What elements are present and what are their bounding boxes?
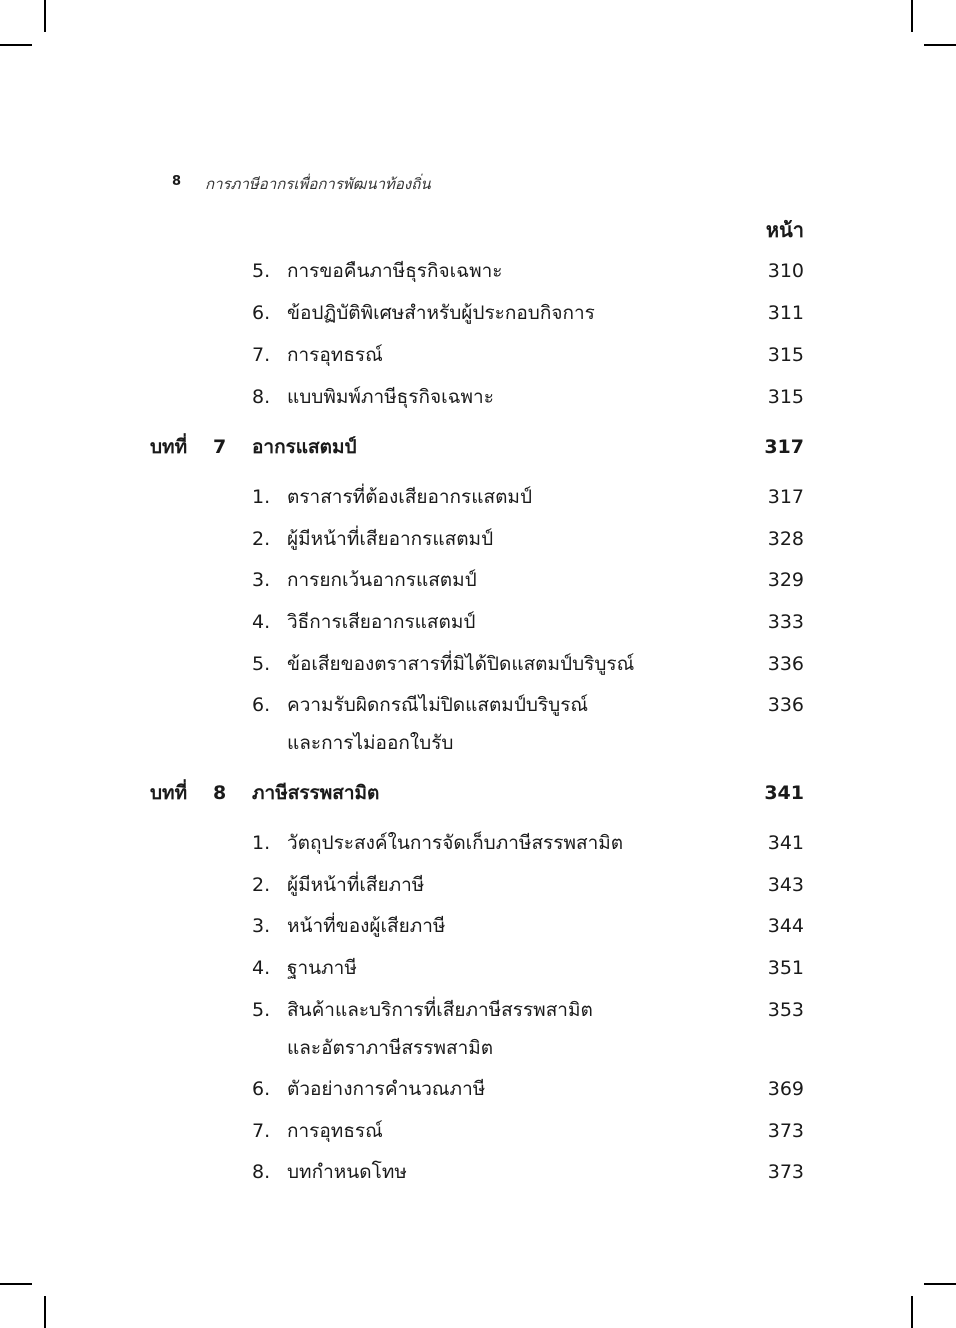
entry-title: ตราสารที่ต้องเสียอากรแสตมป์ (287, 486, 533, 508)
entry-title: การยกเว้นอากรแสตมป์ (287, 569, 477, 591)
page-column-heading: หน้า (765, 218, 804, 242)
toc-entry[interactable] (0, 954, 956, 982)
entry-title: การขอคืนภาษีธุรกิจเฉพาะ (287, 260, 503, 282)
toc-chapter[interactable] (0, 433, 956, 461)
entry-title: วัตถุประสงค์ในการจัดเก็บภาษีสรรพสามิต (287, 832, 624, 854)
toc-entry[interactable] (0, 257, 956, 285)
entry-title: สินค้าและบริการที่เสียภาษีสรรพสามิต (287, 999, 593, 1021)
entry-title: ผู้มีหน้าที่เสียอากรแสตมป์ (287, 528, 494, 550)
chapter-page: 341 (764, 782, 804, 804)
crop-mark-bottom-right (911, 1296, 913, 1328)
entry-title: แบบพิมพ์ภาษีธุรกิจเฉพาะ (287, 386, 494, 408)
entry-number: 3. (252, 569, 271, 591)
entry-number: 3. (252, 915, 271, 937)
entry-number: 2. (252, 874, 271, 896)
entry-title: ข้อปฏิบัติพิเศษสำหรับผู้ประกอบกิจการ (287, 302, 595, 324)
entry-page: 336 (767, 694, 804, 716)
chapter-page: 317 (764, 436, 804, 458)
entry-page: 315 (767, 344, 804, 366)
crop-mark-top-right (924, 44, 956, 46)
entry-number: 6. (252, 302, 271, 324)
chapter-label: บทที่ (150, 782, 188, 804)
entry-page: 315 (767, 386, 804, 408)
toc-entry[interactable] (0, 483, 956, 511)
toc-chapter[interactable] (0, 779, 956, 807)
entry-title-line2: และอัตราภาษีสรรพสามิต (287, 1037, 494, 1059)
toc-entry[interactable] (0, 1158, 956, 1186)
entry-title: ตัวอย่างการคำนวณภาษี (287, 1078, 486, 1100)
entry-number: 7. (252, 1120, 271, 1142)
entry-page: 353 (767, 999, 804, 1021)
chapter-title: ภาษีสรรพสามิต (252, 782, 380, 804)
crop-mark-bottom-right (924, 1283, 956, 1285)
toc-entry-continuation (0, 1034, 956, 1062)
entry-number: 6. (252, 694, 271, 716)
toc-entry[interactable] (0, 1117, 956, 1145)
crop-mark-top-left (44, 0, 46, 32)
toc-entry[interactable] (0, 299, 956, 327)
entry-page: 328 (767, 528, 804, 550)
entry-title: ความรับผิดกรณีไม่ปิดแสตมป์บริบูรณ์ (287, 694, 589, 716)
entry-number: 6. (252, 1078, 271, 1100)
entry-number: 5. (252, 260, 271, 282)
chapter-label: บทที่ (150, 436, 188, 458)
entry-title: บทกำหนดโทษ (287, 1161, 407, 1183)
entry-number: 5. (252, 653, 271, 675)
entry-page: 333 (767, 611, 804, 633)
crop-mark-top-right (911, 0, 913, 32)
toc-entry[interactable] (0, 912, 956, 940)
entry-page: 369 (767, 1078, 804, 1100)
entry-title: ฐานภาษี (287, 957, 357, 979)
chapter-title: อากรแสตมป์ (252, 436, 357, 458)
entry-page: 311 (767, 302, 804, 324)
entry-number: 4. (252, 957, 271, 979)
toc-entry[interactable] (0, 341, 956, 369)
entry-title: หน้าที่ของผู้เสียภาษี (287, 915, 446, 937)
entry-title: การอุทธรณ์ (287, 344, 383, 366)
crop-mark-bottom-left (44, 1296, 46, 1328)
entry-number: 7. (252, 344, 271, 366)
entry-page: 317 (767, 486, 804, 508)
chapter-number: 7 (213, 436, 227, 458)
entry-number: 8. (252, 1161, 271, 1183)
entry-number: 2. (252, 528, 271, 550)
toc-entry[interactable] (0, 1075, 956, 1103)
toc-entry[interactable] (0, 566, 956, 594)
entry-title: ผู้มีหน้าที่เสียภาษี (287, 874, 425, 896)
entry-page: 310 (767, 260, 804, 282)
running-header-page-number: 8 (172, 174, 182, 189)
entry-number: 4. (252, 611, 271, 633)
entry-number: 1. (252, 832, 271, 854)
entry-number: 5. (252, 999, 271, 1021)
crop-mark-top-left (0, 44, 32, 46)
entry-page: 351 (767, 957, 804, 979)
entry-title: การอุทธรณ์ (287, 1120, 383, 1142)
entry-page: 343 (767, 874, 804, 896)
entry-number: 1. (252, 486, 271, 508)
entry-page: 336 (767, 653, 804, 675)
toc-entry-continuation (0, 729, 956, 757)
entry-page: 341 (767, 832, 804, 854)
crop-mark-bottom-left (0, 1283, 32, 1285)
entry-title: วิธีการเสียอากรแสตมป์ (287, 611, 476, 633)
toc-entry[interactable] (0, 871, 956, 899)
running-header-title: การภาษีอากรเพื่อการพัฒนาท้องถิ่น (205, 175, 431, 193)
toc-entry[interactable] (0, 829, 956, 857)
entry-page: 373 (767, 1161, 804, 1183)
entry-title: ข้อเสียของตราสารที่มิได้ปิดแสตมป์บริบูรณ์ (287, 653, 635, 675)
entry-number: 8. (252, 386, 271, 408)
entry-title-line2: และการไม่ออกใบรับ (287, 732, 454, 754)
toc-entry[interactable] (0, 525, 956, 553)
entry-page: 329 (767, 569, 804, 591)
entry-page: 373 (767, 1120, 804, 1142)
toc-entry[interactable] (0, 650, 956, 678)
toc-entry[interactable] (0, 996, 956, 1024)
toc-entry[interactable] (0, 691, 956, 719)
chapter-number: 8 (213, 782, 227, 804)
toc-entry[interactable] (0, 383, 956, 411)
entry-page: 344 (767, 915, 804, 937)
toc-entry[interactable] (0, 608, 956, 636)
